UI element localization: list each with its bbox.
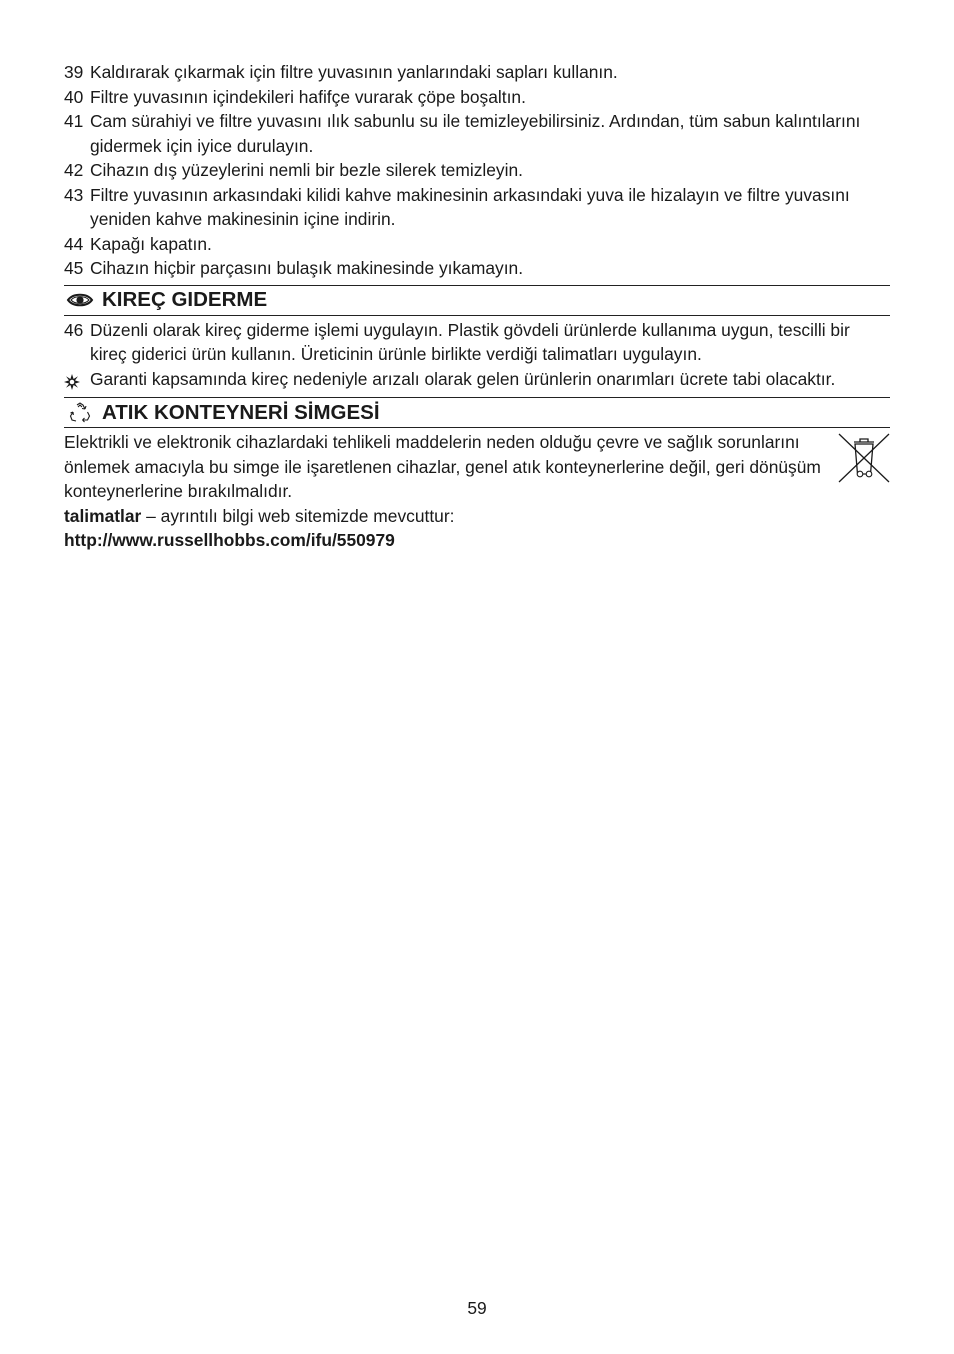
- weee-section: [64, 430, 890, 553]
- step-text: Filtre yuvasının arkasındaki kilidi kahve makinesinin arkasındaki yuva ile hizalayın ve filtre yuvasını yeniden kahve makinesinin içine indirin.: [90, 184, 850, 229]
- page-number: 59: [467, 1298, 487, 1318]
- step-text: Düzenli olarak kireç giderme işlemi uygulayın. Plastik gövdeli ürünlerde kullanıma uygun, tescilli bir kireç giderici ürün kullanın. Üreticinin ürünle birlikte verdiği talimatları uygulayın.: [90, 319, 850, 364]
- step-text: Cihazın hiçbir parçasını bulaşık makinesinde yıkamayın.: [90, 258, 524, 278]
- list-item: [64, 85, 890, 110]
- section-title: KIREÇ GIDERME: [102, 288, 268, 311]
- list-item: [64, 318, 890, 367]
- step-text: Kapağı kapatın.: [90, 233, 212, 254]
- list-item: [64, 232, 890, 257]
- instructions-url[interactable]: http://www.russellhobbs.com/ifu/550979: [64, 530, 395, 550]
- step-number: 46: [64, 319, 84, 340]
- step-number: 40: [64, 86, 84, 107]
- note-text: Garanti kapsamında kireç nedeniyle arızalı olarak gelen ürünlerin onarımları ücrete tabi olacaktır.: [90, 368, 836, 389]
- instructions-label: talimatlar: [64, 505, 142, 526]
- document-page: [64, 60, 890, 553]
- step-number: 42: [64, 160, 84, 180]
- recycle-icon: [66, 402, 94, 424]
- step-text: Cam sürahiyi ve filtre yuvasını ılık sabunlu su ile temizleyebilirsiniz. Ardından, tüm sabun kalıntılarını gidermek için iyice durulayın.: [90, 111, 861, 156]
- starburst-icon: [64, 372, 80, 388]
- list-item: [64, 158, 890, 183]
- step-number: 41: [64, 111, 84, 131]
- list-item: [64, 256, 890, 281]
- step-text: Cihazın dış yüzeylerini nemli bir bezle silerek temizleyin.: [90, 160, 523, 180]
- list-item: [64, 109, 890, 158]
- step-text: Kaldırarak çıkarmak için filtre yuvasının yanlarındaki sapları kullanın.: [90, 62, 618, 82]
- instructions-line: [64, 504, 890, 529]
- crossed-bin-icon: [838, 430, 890, 486]
- instructions-text: – ayrıntılı bilgi web sitemizde mevcuttur:: [141, 505, 455, 526]
- step-number: 39: [64, 62, 84, 82]
- step-number: 44: [64, 233, 84, 254]
- weee-paragraph: Elektrikli ve elektronik cihazlardaki tehlikeli maddelerin neden olduğu çevre ve sağlık sorunlarını önlemek amacıyla bu simge ile işaretlenen cihazlar, genel atık konteynerlerine değil, geri dönüşüm konteynerlerine bırakılmalıdır.: [64, 432, 821, 501]
- eye-icon: [66, 289, 94, 311]
- step-number: 43: [64, 184, 84, 205]
- section-title: ATIK KONTEYNERİ SİMGESİ: [102, 400, 380, 424]
- step-number: 45: [64, 258, 84, 278]
- section-heading-descale: [64, 285, 890, 316]
- step-text: Filtre yuvasının içindekileri hafifçe vurarak çöpe boşaltın.: [90, 86, 526, 107]
- warranty-note: [64, 367, 890, 392]
- steps-list-top: [64, 60, 890, 281]
- list-item: [64, 183, 890, 232]
- section-heading-weee: [64, 397, 890, 428]
- list-item: [64, 60, 890, 85]
